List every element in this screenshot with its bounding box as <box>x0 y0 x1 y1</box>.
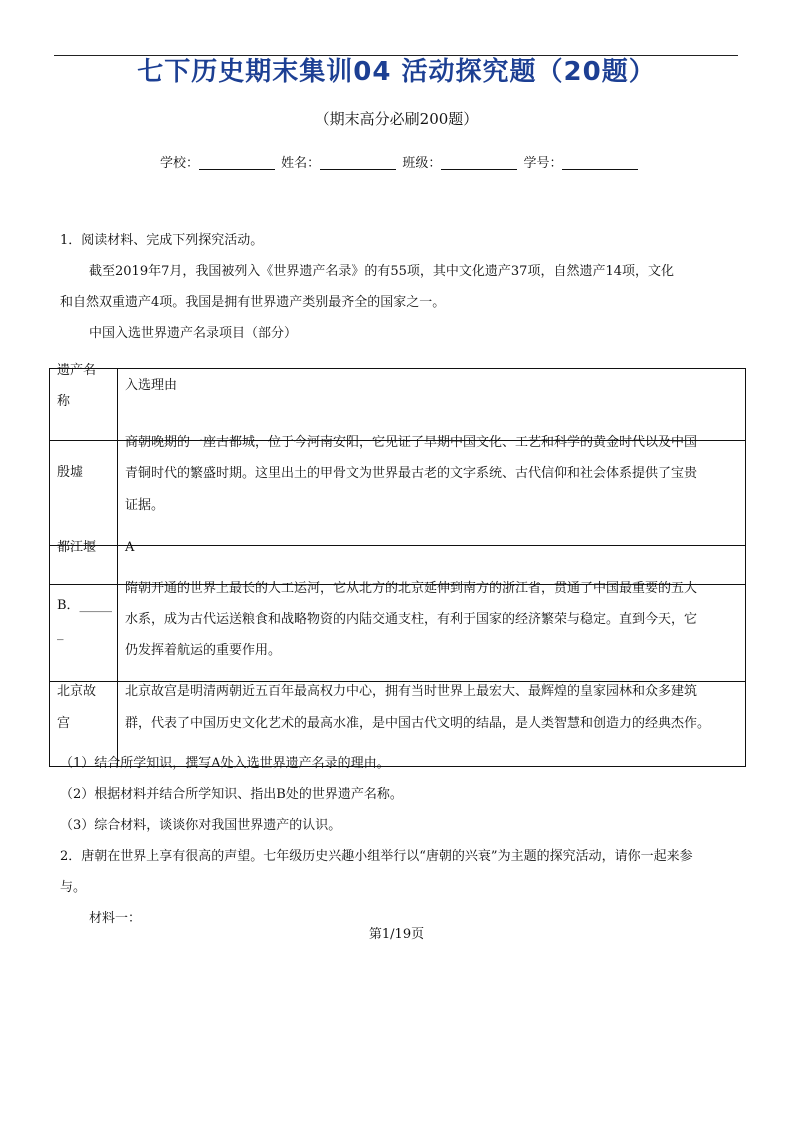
row-name-dujiangyan: 都江堰 <box>57 540 97 555</box>
page-number: 第1/19页 <box>368 927 425 942</box>
q1-prompt: 1．阅读材料、完成下列探究活动。 <box>60 233 264 248</box>
row-reason-line: 商朝晚期的一座古都城，位于今河南安阳，它见证了早期中国文化、工艺和科学的黄金时代以及中国 <box>125 435 698 450</box>
header-name-line1: 遗产名 <box>57 363 97 378</box>
name-label: 姓名： <box>281 156 321 171</box>
student-id-label: 学号： <box>523 156 563 171</box>
row-reason-line: 证据。 <box>125 498 165 513</box>
q2-prompt-line1: 2．唐朝在世界上享有很高的声望。七年级历史兴趣小组举行以“唐朝的兴衰”为主题的探究活动，请你一起来参 <box>60 849 693 864</box>
row-reason-line: 群，代表了中国历史文化艺术的最高水准，是中国古代文明的结晶，是人类智慧和创造力的经典杰作。 <box>125 716 711 731</box>
page-subtitle: （期末高分必刷200题） <box>314 110 479 128</box>
header-reason: 入选理由 <box>125 378 178 393</box>
row-name-b-line1: B．_____ <box>57 598 113 613</box>
school-label: 学校： <box>160 156 200 171</box>
q1-subquestion-1: （1）结合所学知识，撰写A处入选世界遗产名录的理由。 <box>60 756 390 771</box>
name-blank[interactable] <box>320 155 396 170</box>
student-info-fields <box>160 154 640 174</box>
q2-material-label: 材料一： <box>89 911 142 926</box>
row-name-forbidden-city-line2: 宫 <box>57 716 71 731</box>
table-column-divider <box>117 368 118 766</box>
row-name-forbidden-city-line1: 北京故 <box>57 684 97 699</box>
row-name-b-line2: _ <box>57 626 64 641</box>
q2-prompt-line2: 与。 <box>60 880 87 895</box>
class-label: 班级： <box>402 156 442 171</box>
row-reason-line: 水系，成为古代运送粮食和战略物资的内陆交通支柱，有利于国家的经济繁荣与稳定。直到今天，它 <box>125 612 698 627</box>
header-name-line2: 称 <box>57 394 71 409</box>
q1-material-line2: 和自然双重遗产4项。我国是拥有世界遗产类别最齐全的国家之一。 <box>60 295 446 310</box>
row-reason-line: 北京故宫是明清两朝近五百年最高权力中心，拥有当时世界上最宏大、最辉煌的皇家园林和众多建筑 <box>125 684 698 699</box>
q1-subquestion-2: （2）根据材料并结合所学知识、指出B处的世界遗产名称。 <box>60 787 403 802</box>
q1-subquestion-3: （3）综合材料，谈谈你对我国世界遗产的认识。 <box>60 818 342 833</box>
class-blank[interactable] <box>441 155 517 170</box>
row-reason-line: 仍发挥着航运的重要作用。 <box>125 643 282 658</box>
student-id-blank[interactable] <box>562 155 638 170</box>
q1-material-line1: 截至2019年7月，我国被列入《世界遗产名录》的有55项，其中文化遗产37项，自然遗产14项，文化 <box>89 264 674 279</box>
row-name-yinxu: 殷墟 <box>57 465 84 480</box>
row-reason-line: 青铜时代的繁盛时期。这里出土的甲骨文为世界最古老的文字系统、古代信仰和社会体系提供了宝贵 <box>125 466 698 481</box>
school-blank[interactable] <box>199 155 275 170</box>
row-reason-line: 隋朝开通的世界上最长的人工运河，它从北方的北京延伸到南方的浙江省，贯通了中国最重要的五大 <box>125 581 698 596</box>
q1-table-caption: 中国入选世界遗产名录项目（部分） <box>89 326 298 341</box>
page-title: 七下历史期末集训04 活动探究题（20题） <box>137 57 656 87</box>
table-border-left <box>49 368 50 766</box>
row-reason-blank-a: A <box>125 540 135 555</box>
table-divider <box>49 545 746 546</box>
table-border-top <box>49 368 746 369</box>
table-border-right <box>745 368 746 766</box>
